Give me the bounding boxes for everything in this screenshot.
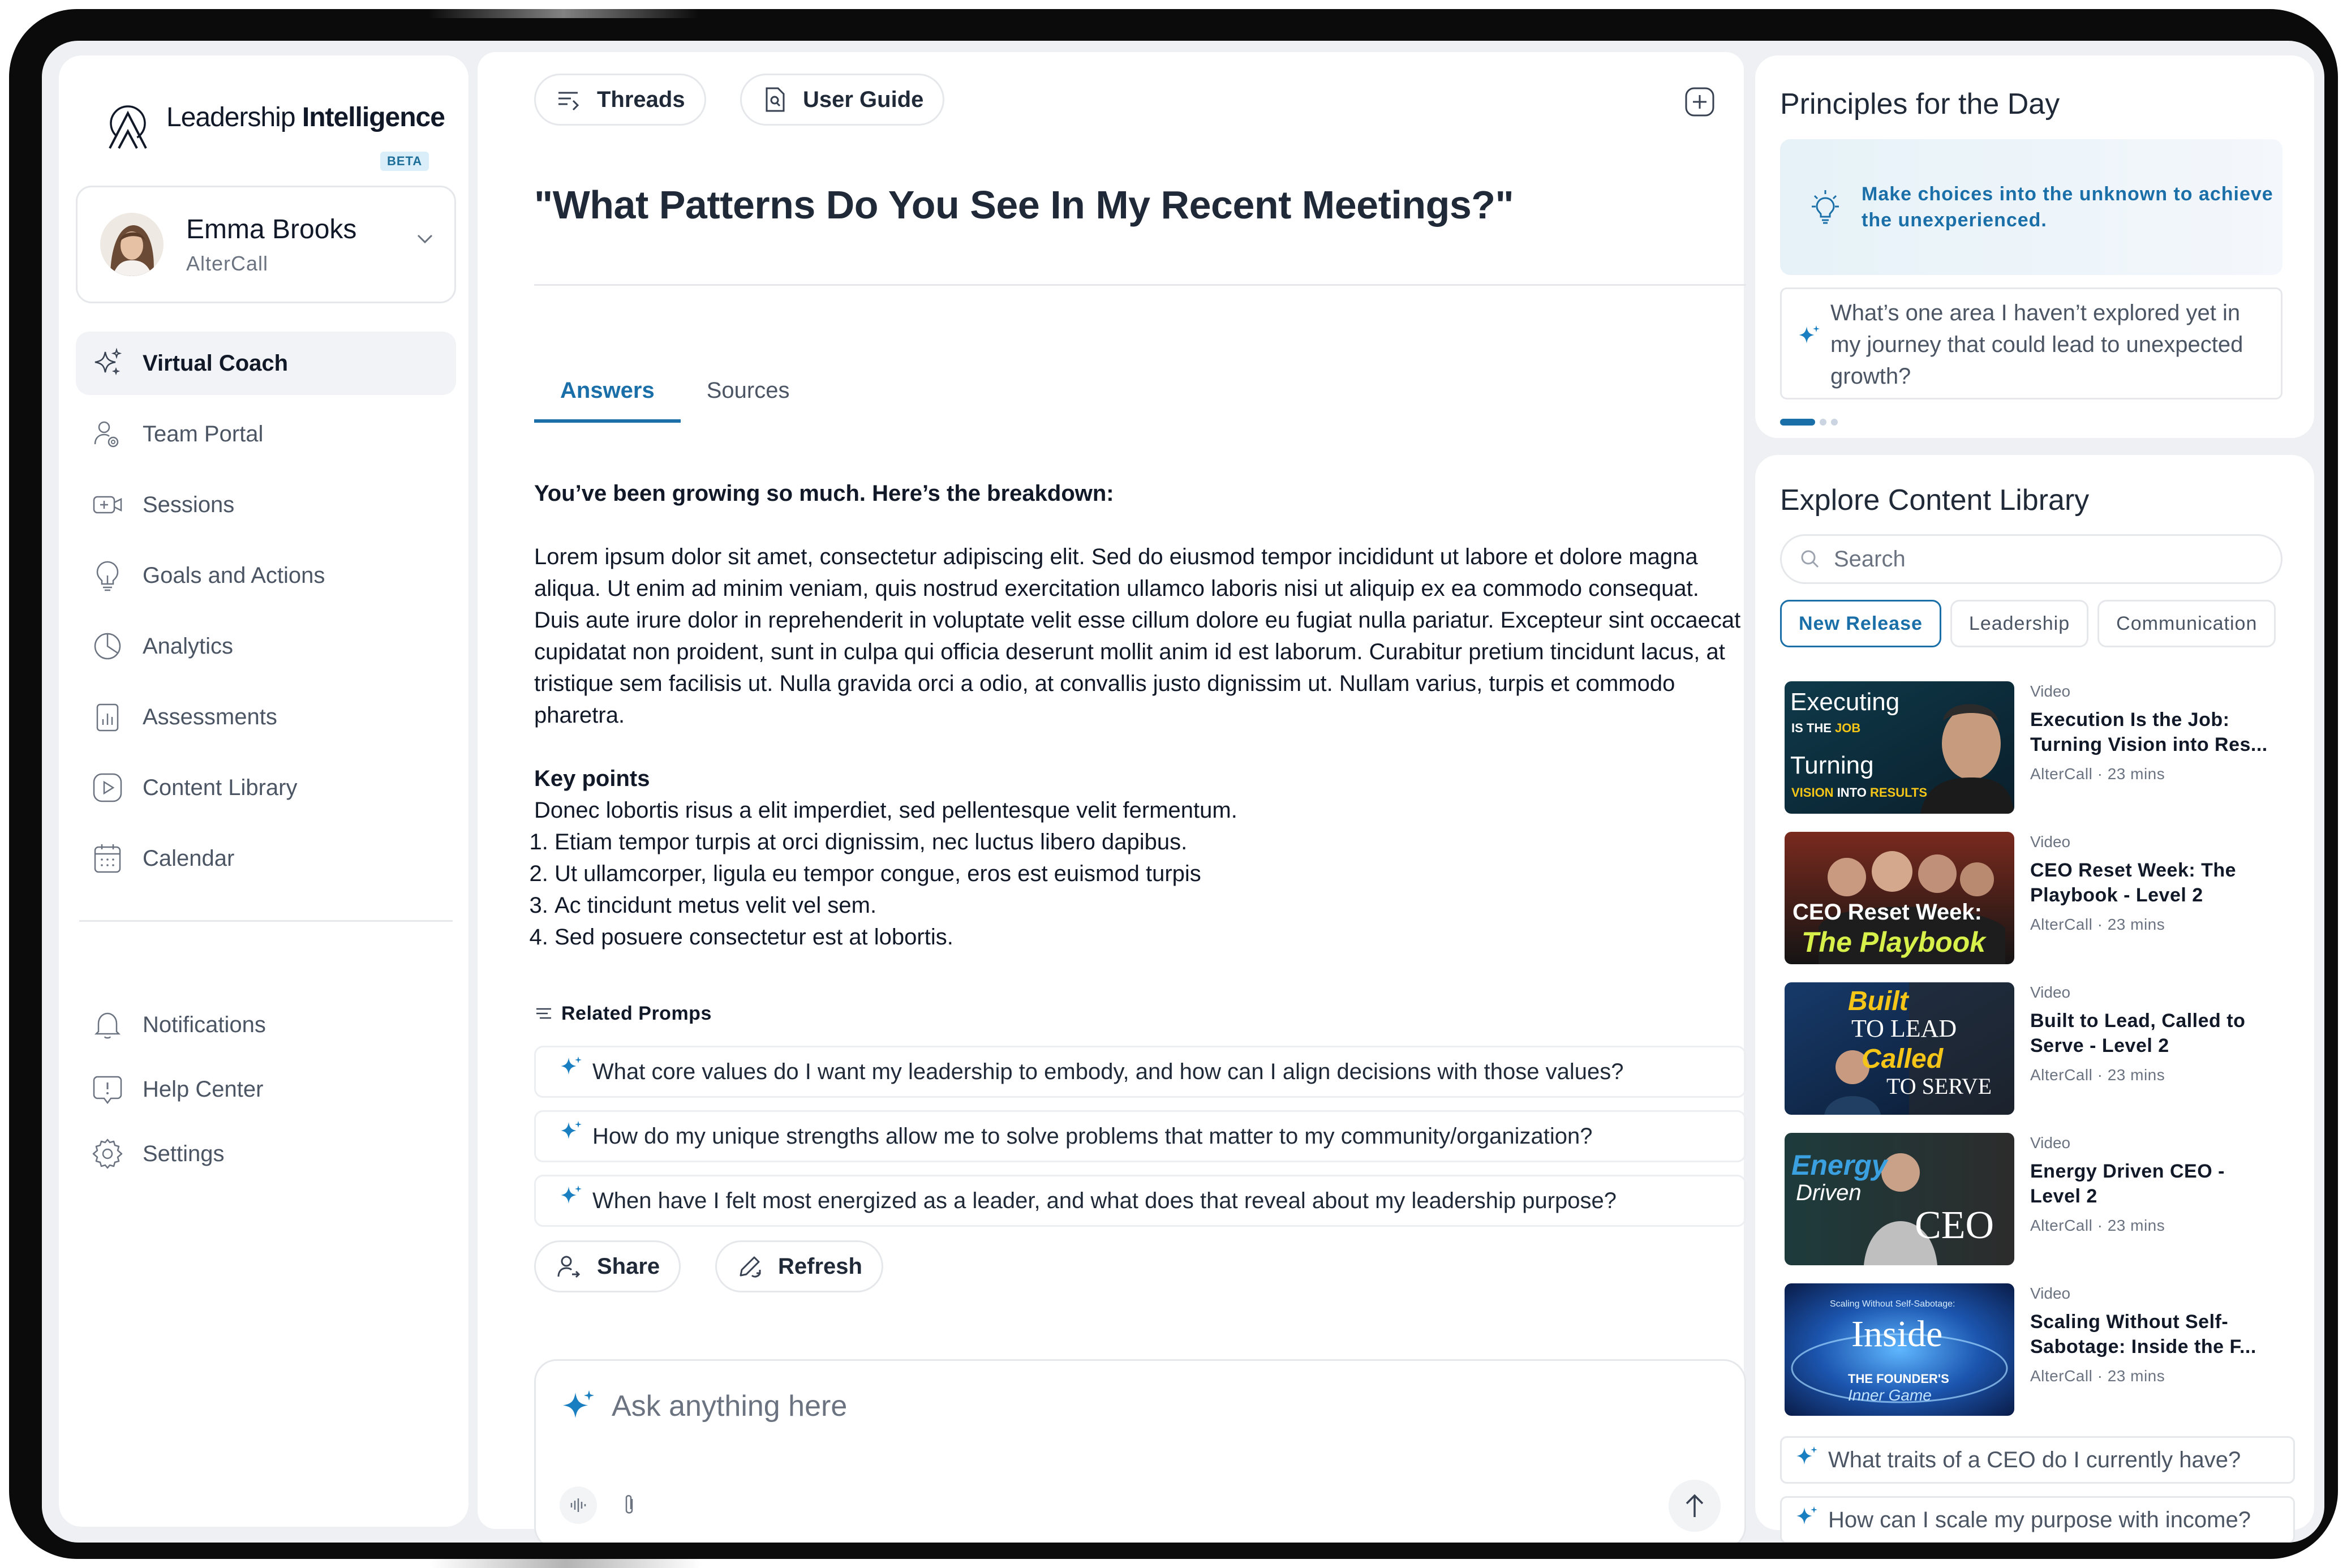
thumb-text: VISION INTO RESULTS bbox=[1791, 785, 1928, 800]
video-camera-icon bbox=[91, 488, 124, 522]
library-title: Explore Content Library bbox=[1780, 484, 2090, 517]
sidebar bbox=[59, 55, 468, 1527]
pen-refresh-icon bbox=[736, 1253, 763, 1280]
tab-sources[interactable]: Sources bbox=[706, 378, 790, 403]
video-meta: AlterCall · 23 mins bbox=[2030, 916, 2165, 933]
beta-badge: BETA bbox=[380, 152, 429, 171]
brand-logo-icon bbox=[102, 101, 154, 153]
video-meta: AlterCall · 23 mins bbox=[2030, 765, 2165, 783]
team-icon bbox=[91, 417, 124, 451]
video-title: Turning Vision into Res... bbox=[2030, 734, 2268, 755]
answer-heading: You’ve been growing so much. Here’s the breakdown: bbox=[534, 481, 1114, 506]
sparkle-icon bbox=[1794, 1505, 1819, 1530]
user-guide-label: User Guide bbox=[803, 87, 924, 112]
clipboard-chart-icon bbox=[91, 700, 124, 734]
list-item: 4. Sed posuere consectetur est at lobortis. bbox=[554, 921, 1746, 953]
lightbulb-icon bbox=[1805, 187, 1846, 227]
thumb-text: Inner Game bbox=[1848, 1386, 1932, 1404]
video-type: Video bbox=[2030, 833, 2071, 850]
carousel-dot[interactable] bbox=[1820, 419, 1826, 426]
list-item: 3. Ac tincidunt metus velit vel sem. bbox=[554, 890, 1746, 921]
video-card[interactable] bbox=[1785, 1283, 2294, 1416]
thumb-text: IS THE JOB bbox=[1791, 721, 1861, 735]
nav-item-assessments[interactable] bbox=[76, 685, 456, 749]
sparkle-icon bbox=[558, 1055, 583, 1080]
sparkle-icon bbox=[558, 1184, 583, 1209]
document-search-icon bbox=[761, 86, 788, 113]
thumb-text: The Playbook bbox=[1802, 926, 1986, 958]
lightbulb-icon bbox=[91, 559, 124, 592]
brand[interactable] bbox=[102, 101, 445, 191]
nav-label: Team Portal bbox=[143, 421, 264, 446]
nav-label: Help Center bbox=[143, 1076, 264, 1102]
video-type: Video bbox=[2030, 1134, 2071, 1152]
primary-nav bbox=[76, 332, 456, 897]
nav-label: Notifications bbox=[143, 1012, 266, 1037]
video-title: Execution Is the Job: bbox=[2030, 709, 2230, 731]
video-card[interactable] bbox=[1785, 982, 2294, 1115]
nav-item-virtual-coach[interactable] bbox=[76, 332, 456, 395]
library-prompt-text: What traits of a CEO do I currently have? bbox=[1828, 1447, 2241, 1472]
thumb-text: Scaling Without Self-Sabotage: bbox=[1830, 1299, 1955, 1309]
paperclip-icon[interactable] bbox=[616, 1492, 642, 1518]
video-title: Serve - Level 2 bbox=[2030, 1035, 2169, 1056]
video-card[interactable] bbox=[1785, 832, 2294, 964]
library-filters bbox=[1780, 600, 2285, 647]
video-title: Scaling Without Self- bbox=[2030, 1311, 2229, 1333]
related-prompt[interactable] bbox=[534, 1046, 1746, 1098]
user-org: AlterCall bbox=[186, 251, 269, 275]
threads-label: Threads bbox=[597, 87, 685, 112]
nav-divider bbox=[79, 920, 453, 922]
sparkle-icon bbox=[1796, 324, 1821, 349]
key-points-intro: Donec lobortis risus a elit imperdiet, sed pellentesque velit fermentum. bbox=[534, 798, 1237, 823]
principle-text: Make choices into the unknown to achieve the unexperienced. bbox=[1862, 183, 2273, 231]
carousel-dots bbox=[1780, 419, 1842, 426]
principle-question-text: What’s one area I haven’t explored yet in my journey that could lead to unexpected growth? bbox=[1830, 300, 2243, 389]
carousel-dot-active[interactable] bbox=[1780, 419, 1815, 426]
chip-new-release[interactable]: New Release bbox=[1780, 600, 1941, 647]
list-item: 2. Ut ullamcorper, ligula eu tempor congue, eros est euismod turpis bbox=[554, 858, 1746, 890]
video-type: Video bbox=[2030, 983, 2071, 1001]
library-search[interactable] bbox=[1780, 534, 2282, 584]
thumb-text: Energy bbox=[1791, 1149, 1888, 1181]
principles-panel bbox=[1755, 55, 2314, 438]
video-thumbnail[interactable] bbox=[1785, 982, 2014, 1115]
video-card[interactable] bbox=[1785, 1133, 2294, 1265]
library-prompt-text: How can I scale my purpose with income? bbox=[1828, 1507, 2251, 1532]
video-title: Sabotage: Inside the F... bbox=[2030, 1336, 2256, 1357]
thumb-text: Built bbox=[1848, 986, 1908, 1016]
app-screen bbox=[42, 41, 2324, 1543]
video-meta: AlterCall · 23 mins bbox=[2030, 1217, 2165, 1234]
sparkle-icon bbox=[558, 1120, 583, 1145]
sparkle-icon bbox=[91, 346, 124, 380]
new-thread-icon[interactable] bbox=[1683, 85, 1717, 119]
sparkle-icon bbox=[560, 1389, 597, 1427]
user-guide-button[interactable] bbox=[740, 74, 944, 126]
nav-label: Assessments bbox=[143, 704, 277, 729]
answer-paragraph: Lorem ipsum dolor sit amet, consectetur adipiscing elit. Sed do eiusmod tempor incididunt ut labore et dolore magna aliqua. Ut enim ad minim veniam, quis nostrud exercitation ullamco laboris nisi ut aliquip ex ea commodo consequat. Duis aute irure dolor in reprehenderit in voluptate velit esse cillum dolore eu fugiat nulla pariatur. Excepteur sint occaecat cupidatat non proident, sunt in culpa qui officia deserunt mollit anim id est laborum. Curabitur pretium tincidunt lacus, at tristique sem facilisis ut. Nulla gravida orci a odio, at convallis justo dignissim ut. Nullam varius, turpis et commodo pharetra. bbox=[534, 544, 1741, 728]
principle-question[interactable] bbox=[1780, 287, 2282, 399]
related-prompt-text: When have I felt most energized as a leader, and what does that reveal about my leadership purpose? bbox=[592, 1188, 1617, 1213]
video-thumbnail[interactable] bbox=[1785, 832, 2014, 964]
video-type: Video bbox=[2030, 682, 2071, 700]
video-title: CEO Reset Week: The bbox=[2030, 860, 2237, 881]
search-input[interactable] bbox=[1834, 547, 2264, 572]
nav-item-notifications[interactable] bbox=[76, 996, 456, 1053]
list-item: 1. Etiam tempor turpis at orci dignissim, nec luctus libero dapibus. bbox=[554, 826, 1746, 858]
video-title: Playbook - Level 2 bbox=[2030, 884, 2203, 906]
secondary-nav bbox=[76, 996, 456, 1190]
brand-name: Leadership Intelligence bbox=[166, 102, 445, 132]
library-prompt[interactable] bbox=[1780, 1436, 2295, 1484]
refresh-button[interactable] bbox=[715, 1240, 883, 1292]
share-label: Share bbox=[597, 1253, 660, 1279]
threads-button[interactable] bbox=[534, 74, 706, 126]
gear-icon bbox=[91, 1137, 124, 1171]
video-thumbnail[interactable] bbox=[1785, 1133, 2014, 1265]
principle-card[interactable] bbox=[1780, 139, 2282, 275]
video-type: Video bbox=[2030, 1285, 2071, 1302]
thumb-text: Inside bbox=[1851, 1313, 1943, 1355]
nav-item-settings[interactable] bbox=[76, 1125, 456, 1182]
thumb-text: CEO bbox=[1915, 1204, 1994, 1247]
nav-label: Virtual Coach bbox=[143, 350, 289, 376]
avatar bbox=[100, 213, 164, 276]
related-prompt[interactable] bbox=[534, 1175, 1746, 1227]
share-button[interactable] bbox=[534, 1240, 681, 1292]
send-arrow-icon[interactable] bbox=[1669, 1480, 1721, 1532]
nav-label: Content Library bbox=[143, 775, 298, 800]
tab-answers[interactable]: Answers bbox=[534, 369, 681, 423]
video-meta: AlterCall · 23 mins bbox=[2030, 1066, 2165, 1084]
device-bezel bbox=[9, 9, 2338, 1559]
threads-icon bbox=[555, 86, 582, 113]
video-thumbnail[interactable] bbox=[1785, 1283, 2014, 1416]
nav-item-help-center[interactable] bbox=[76, 1061, 456, 1118]
nav-item-analytics[interactable] bbox=[76, 615, 456, 678]
related-prompt-text: What core values do I want my leadership to embody, and how can I align decisions with those values? bbox=[592, 1059, 1624, 1084]
nav-item-team-portal[interactable] bbox=[76, 402, 456, 466]
nav-label: Calendar bbox=[143, 845, 235, 871]
thumb-text: Turning bbox=[1790, 751, 1874, 779]
library-prompt[interactable] bbox=[1780, 1496, 2295, 1543]
prompts-icon bbox=[534, 1004, 553, 1024]
carousel-dot[interactable] bbox=[1831, 419, 1838, 426]
voice-icon[interactable] bbox=[560, 1487, 597, 1524]
thumb-text: THE FOUNDER'S bbox=[1848, 1372, 1949, 1386]
share-user-icon bbox=[555, 1253, 582, 1280]
ask-placeholder: Ask anything here bbox=[612, 1390, 848, 1423]
calendar-icon bbox=[91, 841, 124, 875]
video-title: Energy Driven CEO - bbox=[2030, 1161, 2225, 1182]
nav-label: Analytics bbox=[143, 633, 234, 659]
thumb-text: Executing bbox=[1790, 688, 1900, 716]
nav-label: Goals and Actions bbox=[143, 562, 325, 588]
nav-item-goals[interactable] bbox=[76, 544, 456, 607]
video-title: Built to Lead, Called to bbox=[2030, 1010, 2246, 1032]
user-name: Emma Brooks bbox=[186, 214, 357, 244]
answer-content bbox=[534, 478, 1746, 953]
nav-item-content-library[interactable] bbox=[76, 756, 456, 819]
chip-leadership[interactable]: Leadership bbox=[1950, 600, 2088, 647]
chevron-down-icon[interactable] bbox=[414, 227, 436, 250]
video-title: Level 2 bbox=[2030, 1185, 2097, 1207]
related-prompt-text: How do my unique strengths allow me to solve problems that matter to my community/organization? bbox=[592, 1123, 1593, 1149]
page-title: "What Patterns Do You See In My Recent Meetings?" bbox=[534, 183, 1514, 227]
pie-chart-icon bbox=[91, 629, 124, 663]
thumb-text: TO SERVE bbox=[1886, 1073, 1992, 1099]
nav-item-sessions[interactable] bbox=[76, 473, 456, 536]
nav-label: Sessions bbox=[143, 492, 235, 517]
key-points-list bbox=[554, 826, 1746, 953]
frame-glare bbox=[430, 1559, 702, 1568]
main-panel bbox=[478, 52, 1744, 1529]
nav-label: Settings bbox=[143, 1141, 225, 1166]
user-switcher[interactable] bbox=[76, 186, 456, 303]
thumb-text: Driven bbox=[1796, 1180, 1862, 1205]
sparkle-icon bbox=[1794, 1445, 1819, 1470]
video-card[interactable] bbox=[1785, 681, 2294, 814]
video-thumbnail[interactable] bbox=[1785, 681, 2014, 814]
thumb-text: TO LEAD bbox=[1851, 1015, 1957, 1042]
content-library-panel bbox=[1755, 455, 2314, 1530]
nav-item-calendar[interactable] bbox=[76, 827, 456, 890]
ask-input-box[interactable] bbox=[534, 1359, 1746, 1543]
key-points-title: Key points bbox=[534, 766, 650, 791]
play-circle-icon bbox=[91, 771, 124, 805]
related-prompts-title: Related Promps bbox=[534, 1003, 712, 1025]
title-divider bbox=[534, 284, 1746, 286]
thumb-text: CEO Reset Week: bbox=[1793, 900, 1982, 925]
bell-icon bbox=[91, 1008, 124, 1042]
related-prompt[interactable] bbox=[534, 1110, 1746, 1162]
answer-tabs bbox=[534, 369, 816, 423]
refresh-label: Refresh bbox=[778, 1253, 862, 1279]
help-bubble-icon bbox=[91, 1072, 124, 1106]
video-meta: AlterCall · 23 mins bbox=[2030, 1367, 2165, 1385]
search-icon bbox=[1799, 548, 1821, 570]
principles-title: Principles for the Day bbox=[1780, 88, 2060, 121]
chip-communication[interactable]: Communication bbox=[2097, 600, 2276, 647]
thumb-text: Called bbox=[1862, 1044, 1944, 1074]
